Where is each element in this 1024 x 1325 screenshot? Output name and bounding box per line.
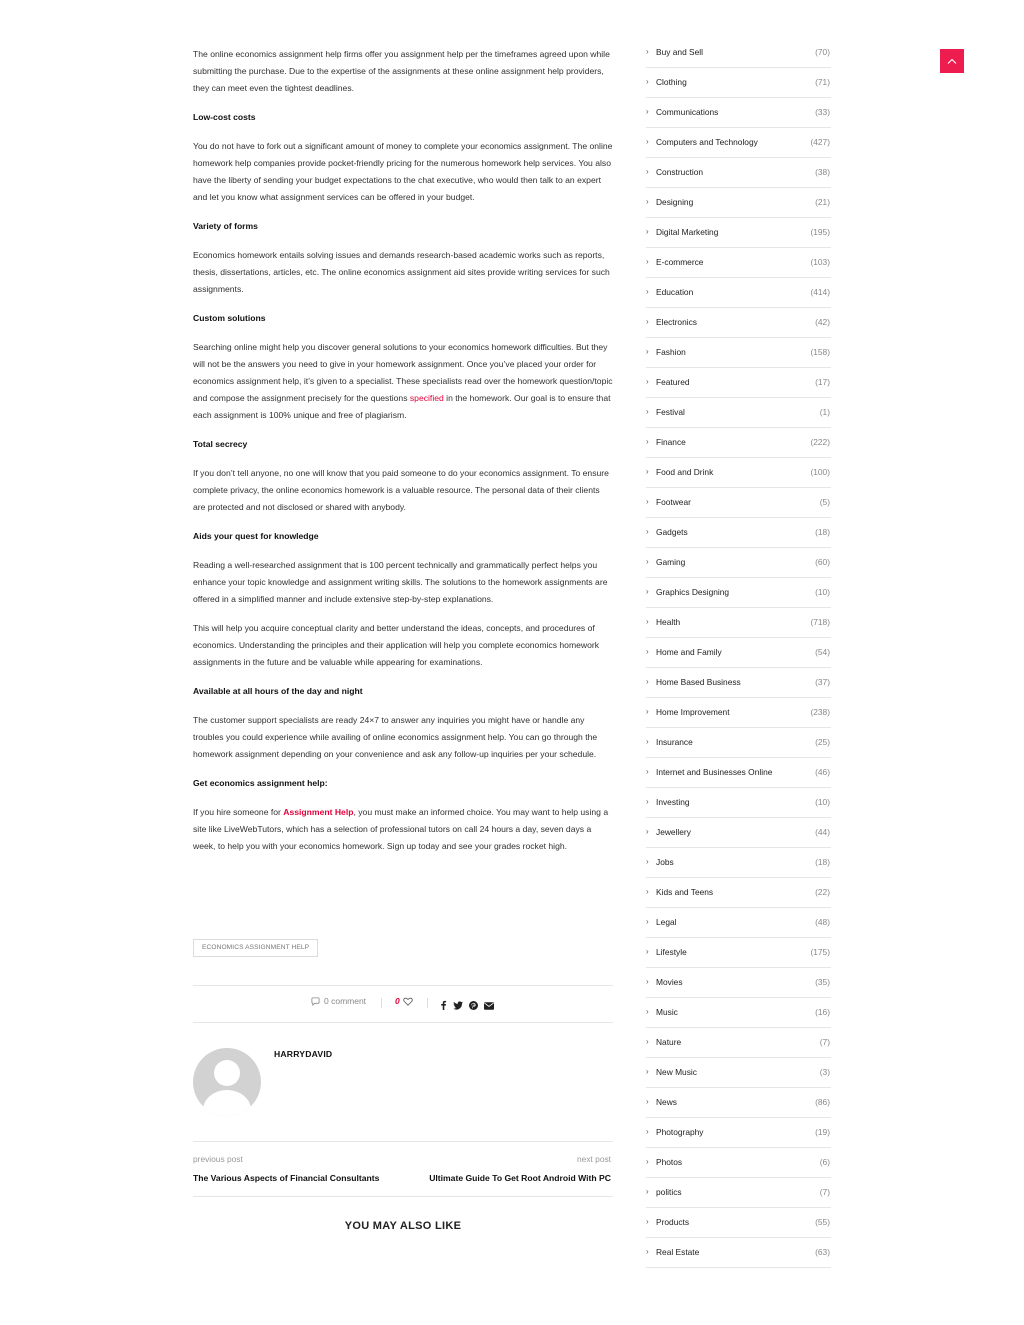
category-item[interactable] bbox=[646, 818, 831, 848]
category-count: (54) bbox=[815, 647, 830, 657]
post-tag[interactable]: ECONOMICS ASSIGNMENT HELP bbox=[193, 939, 318, 957]
category-name[interactable]: Finance bbox=[656, 437, 686, 447]
category-item[interactable] bbox=[646, 908, 831, 938]
category-item[interactable] bbox=[646, 968, 831, 998]
chevron-up-icon bbox=[947, 58, 957, 64]
comment-icon bbox=[311, 997, 320, 1006]
chevron-right-icon: › bbox=[646, 467, 649, 476]
chevron-right-icon: › bbox=[646, 437, 649, 446]
category-item[interactable] bbox=[646, 878, 831, 908]
chevron-right-icon: › bbox=[646, 977, 649, 986]
category-name[interactable]: Real Estate bbox=[656, 1247, 700, 1257]
next-post-label: next post bbox=[577, 1154, 611, 1164]
heading-knowledge: Aids your quest for knowledge bbox=[193, 531, 319, 541]
facebook-icon[interactable] bbox=[440, 997, 447, 1015]
chevron-right-icon: › bbox=[646, 1127, 649, 1136]
category-count: (25) bbox=[815, 737, 830, 747]
category-item[interactable] bbox=[646, 668, 831, 698]
paragraph-low-cost: You do not have to fork out a significant amount of money to complete your economics assignment. The online homework help companies provide pocket-friendly pricing for the numerous homework help services. You also have the liberty of sending your budget expectations to the chat executive, who would then talk to an expert and let you know what assignment services can be offered in your budget. bbox=[193, 141, 613, 202]
category-name[interactable]: Home Based Business bbox=[656, 677, 741, 687]
chevron-right-icon: › bbox=[646, 1097, 649, 1106]
like-count: 0 bbox=[395, 996, 400, 1006]
category-count: (63) bbox=[815, 1247, 830, 1257]
category-count: (222) bbox=[810, 437, 830, 447]
chevron-right-icon: › bbox=[646, 797, 649, 806]
paragraph-intro: The online economics assignment help firms offer you assignment help per the timeframes agreed upon while submitting the purchase. Due to the expertise of the assignments at these online assignment help providers, they can meet even the tightest deadlines. bbox=[193, 49, 610, 93]
category-name[interactable]: Footwear bbox=[656, 497, 691, 507]
category-count: (70) bbox=[815, 47, 830, 57]
chevron-right-icon: › bbox=[646, 287, 649, 296]
category-count: (38) bbox=[815, 167, 830, 177]
category-item[interactable] bbox=[646, 218, 831, 248]
category-name[interactable]: New Music bbox=[656, 1067, 697, 1077]
chevron-right-icon: › bbox=[646, 887, 649, 896]
category-count: (18) bbox=[815, 527, 830, 537]
category-item[interactable] bbox=[646, 998, 831, 1028]
heading-variety: Variety of forms bbox=[193, 221, 258, 231]
category-name[interactable]: E-commerce bbox=[656, 257, 704, 267]
article-body bbox=[193, 46, 613, 867]
specified-link[interactable]: specified bbox=[409, 393, 444, 403]
category-count: (7) bbox=[819, 1187, 830, 1197]
category-item[interactable] bbox=[646, 98, 831, 128]
chevron-right-icon: › bbox=[646, 1157, 649, 1166]
chevron-right-icon: › bbox=[646, 1007, 649, 1016]
chevron-right-icon: › bbox=[646, 1037, 649, 1046]
chevron-right-icon: › bbox=[646, 1187, 649, 1196]
category-name[interactable]: Photography bbox=[656, 1127, 704, 1137]
paragraph-knowledge-1: Reading a well-researched assignment that is 100 percent technically and grammatically perfect helps you enhance your topic knowledge and assignment writing skills. The solutions to the homework assignments are offered in a simplified manner and include extensive step-by-step explanations. bbox=[193, 560, 608, 604]
category-item[interactable] bbox=[646, 1118, 831, 1148]
category-item[interactable] bbox=[646, 488, 831, 518]
chevron-right-icon: › bbox=[646, 1067, 649, 1076]
category-item[interactable] bbox=[646, 1238, 831, 1268]
previous-post-label: previous post bbox=[193, 1154, 243, 1164]
chevron-right-icon: › bbox=[646, 407, 649, 416]
assignment-help-link[interactable]: Assignment Help bbox=[283, 807, 354, 817]
category-item[interactable] bbox=[646, 38, 831, 68]
category-name[interactable]: Music bbox=[656, 1007, 678, 1017]
chevron-right-icon: › bbox=[646, 557, 649, 566]
category-item[interactable] bbox=[646, 848, 831, 878]
category-name[interactable]: Gaming bbox=[656, 557, 686, 567]
category-count: (3) bbox=[819, 1067, 830, 1077]
comment-link[interactable] bbox=[311, 996, 366, 1006]
category-count: (17) bbox=[815, 377, 830, 387]
category-item[interactable] bbox=[646, 188, 831, 218]
category-count: (21) bbox=[815, 197, 830, 207]
category-count: (427) bbox=[810, 137, 830, 147]
category-item[interactable] bbox=[646, 1028, 831, 1058]
category-name[interactable]: Kids and Teens bbox=[656, 887, 714, 897]
category-count: (33) bbox=[815, 107, 830, 117]
chevron-right-icon: › bbox=[646, 197, 649, 206]
category-name[interactable]: Home Improvement bbox=[656, 707, 730, 717]
chevron-right-icon: › bbox=[646, 167, 649, 176]
category-item[interactable] bbox=[646, 938, 831, 968]
paragraph-knowledge-2: This will help you acquire conceptual clarity and better understand the ideas, concepts, and procedures of economics. Understanding the principles and their application will help you complete economics homework assignments in the future and be valuable while appearing for examinations. bbox=[193, 623, 600, 667]
category-count: (48) bbox=[815, 917, 830, 927]
category-count: (195) bbox=[810, 227, 830, 237]
heading-low-cost: Low-cost costs bbox=[193, 112, 256, 122]
category-name[interactable]: Electronics bbox=[656, 317, 697, 327]
post-navigation bbox=[193, 1141, 613, 1197]
heart-icon bbox=[403, 997, 413, 1006]
chevron-right-icon: › bbox=[646, 587, 649, 596]
like-button[interactable] bbox=[395, 996, 413, 1006]
category-name[interactable]: Education bbox=[656, 287, 694, 297]
category-count: (10) bbox=[815, 587, 830, 597]
category-count: (71) bbox=[815, 77, 830, 87]
category-count: (100) bbox=[810, 467, 830, 477]
category-name[interactable]: Construction bbox=[656, 167, 704, 177]
category-count: (10) bbox=[815, 797, 830, 807]
chevron-right-icon: › bbox=[646, 1247, 649, 1256]
category-count: (175) bbox=[810, 947, 830, 957]
category-count: (18) bbox=[815, 857, 830, 867]
category-name[interactable]: Designing bbox=[656, 197, 694, 207]
sidebar-categories bbox=[646, 38, 831, 1268]
social-share bbox=[440, 997, 494, 1015]
chevron-right-icon: › bbox=[646, 227, 649, 236]
category-count: (42) bbox=[815, 317, 830, 327]
paragraph-custom-text-b: in the homework. Our goal is to ensure that each assignment is 100% unique and free of plagiarism. bbox=[193, 393, 611, 420]
category-count: (158) bbox=[810, 347, 830, 357]
category-name[interactable]: News bbox=[656, 1097, 677, 1107]
category-name[interactable]: Health bbox=[656, 617, 681, 627]
category-item[interactable] bbox=[646, 608, 831, 638]
category-item[interactable] bbox=[646, 638, 831, 668]
category-count: (55) bbox=[815, 1217, 830, 1227]
category-item[interactable] bbox=[646, 278, 831, 308]
chevron-right-icon: › bbox=[646, 317, 649, 326]
divider bbox=[381, 998, 382, 1008]
category-item[interactable] bbox=[646, 458, 831, 488]
category-count: (22) bbox=[815, 887, 830, 897]
chevron-right-icon: › bbox=[646, 527, 649, 536]
category-name[interactable]: Insurance bbox=[656, 737, 693, 747]
previous-post-link[interactable]: The Various Aspects of Financial Consultants bbox=[193, 1173, 380, 1183]
category-count: (44) bbox=[815, 827, 830, 837]
divider bbox=[427, 998, 428, 1008]
paragraph-get-text-b: , you must make an informed choice. You may want to help using a site like LiveWebTutors, which has a selection of professional tutors on call 24 hours a day, seven days a week, to help you with your economics homework. Sign up today and see your grades rocket high. bbox=[193, 807, 609, 851]
category-item[interactable] bbox=[646, 398, 831, 428]
category-name[interactable]: Home and Family bbox=[656, 647, 722, 657]
chevron-right-icon: › bbox=[646, 47, 649, 56]
email-icon[interactable] bbox=[484, 997, 494, 1015]
category-count: (16) bbox=[815, 1007, 830, 1017]
avatar-head-shape bbox=[214, 1060, 240, 1086]
paragraph-custom bbox=[193, 339, 613, 424]
chevron-right-icon: › bbox=[646, 917, 649, 926]
category-name[interactable]: Products bbox=[656, 1217, 690, 1227]
paragraph-get-text-a: If you hire someone for bbox=[193, 807, 284, 817]
chevron-right-icon: › bbox=[646, 77, 649, 86]
category-name[interactable]: Clothing bbox=[656, 77, 687, 87]
category-name[interactable]: Fashion bbox=[656, 347, 686, 357]
paragraph-secrecy: If you don’t tell anyone, no one will know that you paid someone to do your economics assignment. To ensure complete privacy, the online economics homework is a valuable resource. The personal data of their clients are protected and not disclosed or shared with anybody. bbox=[193, 468, 609, 512]
related-posts-heading: YOU MAY ALSO LIKE bbox=[344, 1220, 462, 1232]
category-name[interactable]: politics bbox=[656, 1187, 682, 1197]
category-count: (103) bbox=[810, 257, 830, 267]
chevron-right-icon: › bbox=[646, 347, 649, 356]
category-count: (46) bbox=[815, 767, 830, 777]
pinterest-icon[interactable] bbox=[469, 997, 478, 1015]
chevron-right-icon: › bbox=[646, 1217, 649, 1226]
paragraph-variety: Economics homework entails solving issues and demands research-based academic works such as reports, thesis, dissertations, articles, etc. The online economics assignment aid sites provide writing services for such assignments. bbox=[193, 250, 610, 294]
category-item[interactable] bbox=[646, 1178, 831, 1208]
chevron-right-icon: › bbox=[646, 767, 649, 776]
category-name[interactable]: Computers and Technology bbox=[656, 137, 758, 147]
category-name[interactable]: Festival bbox=[656, 407, 685, 417]
category-name[interactable]: Lifestyle bbox=[656, 947, 687, 957]
category-count: (1) bbox=[819, 407, 830, 417]
category-item[interactable] bbox=[646, 158, 831, 188]
share-bar bbox=[193, 985, 613, 1023]
category-name[interactable]: Movies bbox=[656, 977, 683, 987]
avatar-body-shape bbox=[203, 1090, 251, 1116]
chevron-right-icon: › bbox=[646, 737, 649, 746]
category-count: (19) bbox=[815, 1127, 830, 1137]
chevron-right-icon: › bbox=[646, 857, 649, 866]
category-name[interactable]: Photos bbox=[656, 1157, 683, 1167]
author-name-link[interactable]: HARRYDAVID bbox=[274, 1049, 333, 1059]
category-item[interactable] bbox=[646, 548, 831, 578]
category-count: (414) bbox=[810, 287, 830, 297]
paragraph-get-help bbox=[193, 804, 613, 855]
category-item[interactable] bbox=[646, 728, 831, 758]
category-item[interactable] bbox=[646, 1148, 831, 1178]
heading-secrecy: Total secrecy bbox=[193, 439, 248, 449]
category-count: (238) bbox=[810, 707, 830, 717]
category-count: (35) bbox=[815, 977, 830, 987]
category-count: (5) bbox=[819, 497, 830, 507]
category-item[interactable] bbox=[646, 68, 831, 98]
category-count: (37) bbox=[815, 677, 830, 687]
chevron-right-icon: › bbox=[646, 107, 649, 116]
category-name[interactable]: Jobs bbox=[656, 857, 674, 867]
category-name[interactable]: Legal bbox=[656, 917, 677, 927]
category-name[interactable]: Investing bbox=[656, 797, 690, 807]
heading-get-help: Get economics assignment help: bbox=[193, 778, 328, 788]
category-item[interactable] bbox=[646, 428, 831, 458]
category-name[interactable]: Gadgets bbox=[656, 527, 688, 537]
paragraph-hours: The customer support specialists are ready 24×7 to answer any inquiries you might have or handle any troubles you could experience while availing of online economics assignment help. You can go through the homework assignment depending on your convenience and ask any follow-up inquiries per your schedule. bbox=[193, 715, 598, 759]
category-name[interactable]: Graphics Designing bbox=[656, 587, 730, 597]
category-count: (86) bbox=[815, 1097, 830, 1107]
category-item[interactable] bbox=[646, 698, 831, 728]
category-count: (718) bbox=[810, 617, 830, 627]
avatar[interactable] bbox=[193, 1048, 261, 1116]
twitter-icon[interactable] bbox=[453, 997, 463, 1015]
author-box bbox=[193, 1048, 261, 1116]
category-item[interactable] bbox=[646, 758, 831, 788]
back-to-top-button[interactable] bbox=[940, 49, 964, 73]
category-item[interactable] bbox=[646, 368, 831, 398]
chevron-right-icon: › bbox=[646, 707, 649, 716]
category-item[interactable] bbox=[646, 128, 831, 158]
category-item[interactable] bbox=[646, 338, 831, 368]
category-name[interactable]: Communications bbox=[656, 107, 719, 117]
comment-count: 0 comment bbox=[324, 996, 367, 1006]
category-name[interactable]: Food and Drink bbox=[656, 467, 714, 477]
chevron-right-icon: › bbox=[646, 647, 649, 656]
category-name[interactable]: Featured bbox=[656, 377, 690, 387]
category-item[interactable] bbox=[646, 1088, 831, 1118]
category-name[interactable]: Jewellery bbox=[656, 827, 691, 837]
chevron-right-icon: › bbox=[646, 827, 649, 836]
category-count: (60) bbox=[815, 557, 830, 567]
chevron-right-icon: › bbox=[646, 947, 649, 956]
category-item[interactable] bbox=[646, 1058, 831, 1088]
category-count: (6) bbox=[819, 1157, 830, 1167]
next-post-link[interactable]: Ultimate Guide To Get Root Android With PC bbox=[429, 1173, 611, 1183]
chevron-right-icon: › bbox=[646, 617, 649, 626]
chevron-right-icon: › bbox=[646, 677, 649, 686]
category-name[interactable]: Digital Marketing bbox=[656, 227, 719, 237]
category-item[interactable] bbox=[646, 248, 831, 278]
category-item[interactable] bbox=[646, 308, 831, 338]
heading-hours: Available at all hours of the day and night bbox=[193, 686, 363, 696]
category-count: (7) bbox=[819, 1037, 830, 1047]
category-item[interactable] bbox=[646, 788, 831, 818]
chevron-right-icon: › bbox=[646, 497, 649, 506]
paragraph-custom-text-a: Searching online might help you discover general solutions to your economics homework difficulties. But they will not be the answers you need to give in your homework assignment. Once you’ve placed your order for economics assignment help, it’s given to a specialist. These specialists read over the homework question/topic and compose the assignment precisely for the questions bbox=[193, 342, 613, 403]
category-item[interactable] bbox=[646, 1208, 831, 1238]
category-item[interactable] bbox=[646, 578, 831, 608]
chevron-right-icon: › bbox=[646, 137, 649, 146]
category-name[interactable]: Buy and Sell bbox=[656, 47, 704, 57]
category-item[interactable] bbox=[646, 518, 831, 548]
chevron-right-icon: › bbox=[646, 257, 649, 266]
category-name[interactable]: Internet and Businesses Online bbox=[656, 767, 773, 777]
category-name[interactable]: Nature bbox=[656, 1037, 682, 1047]
heading-custom: Custom solutions bbox=[193, 313, 266, 323]
chevron-right-icon: › bbox=[646, 377, 649, 386]
